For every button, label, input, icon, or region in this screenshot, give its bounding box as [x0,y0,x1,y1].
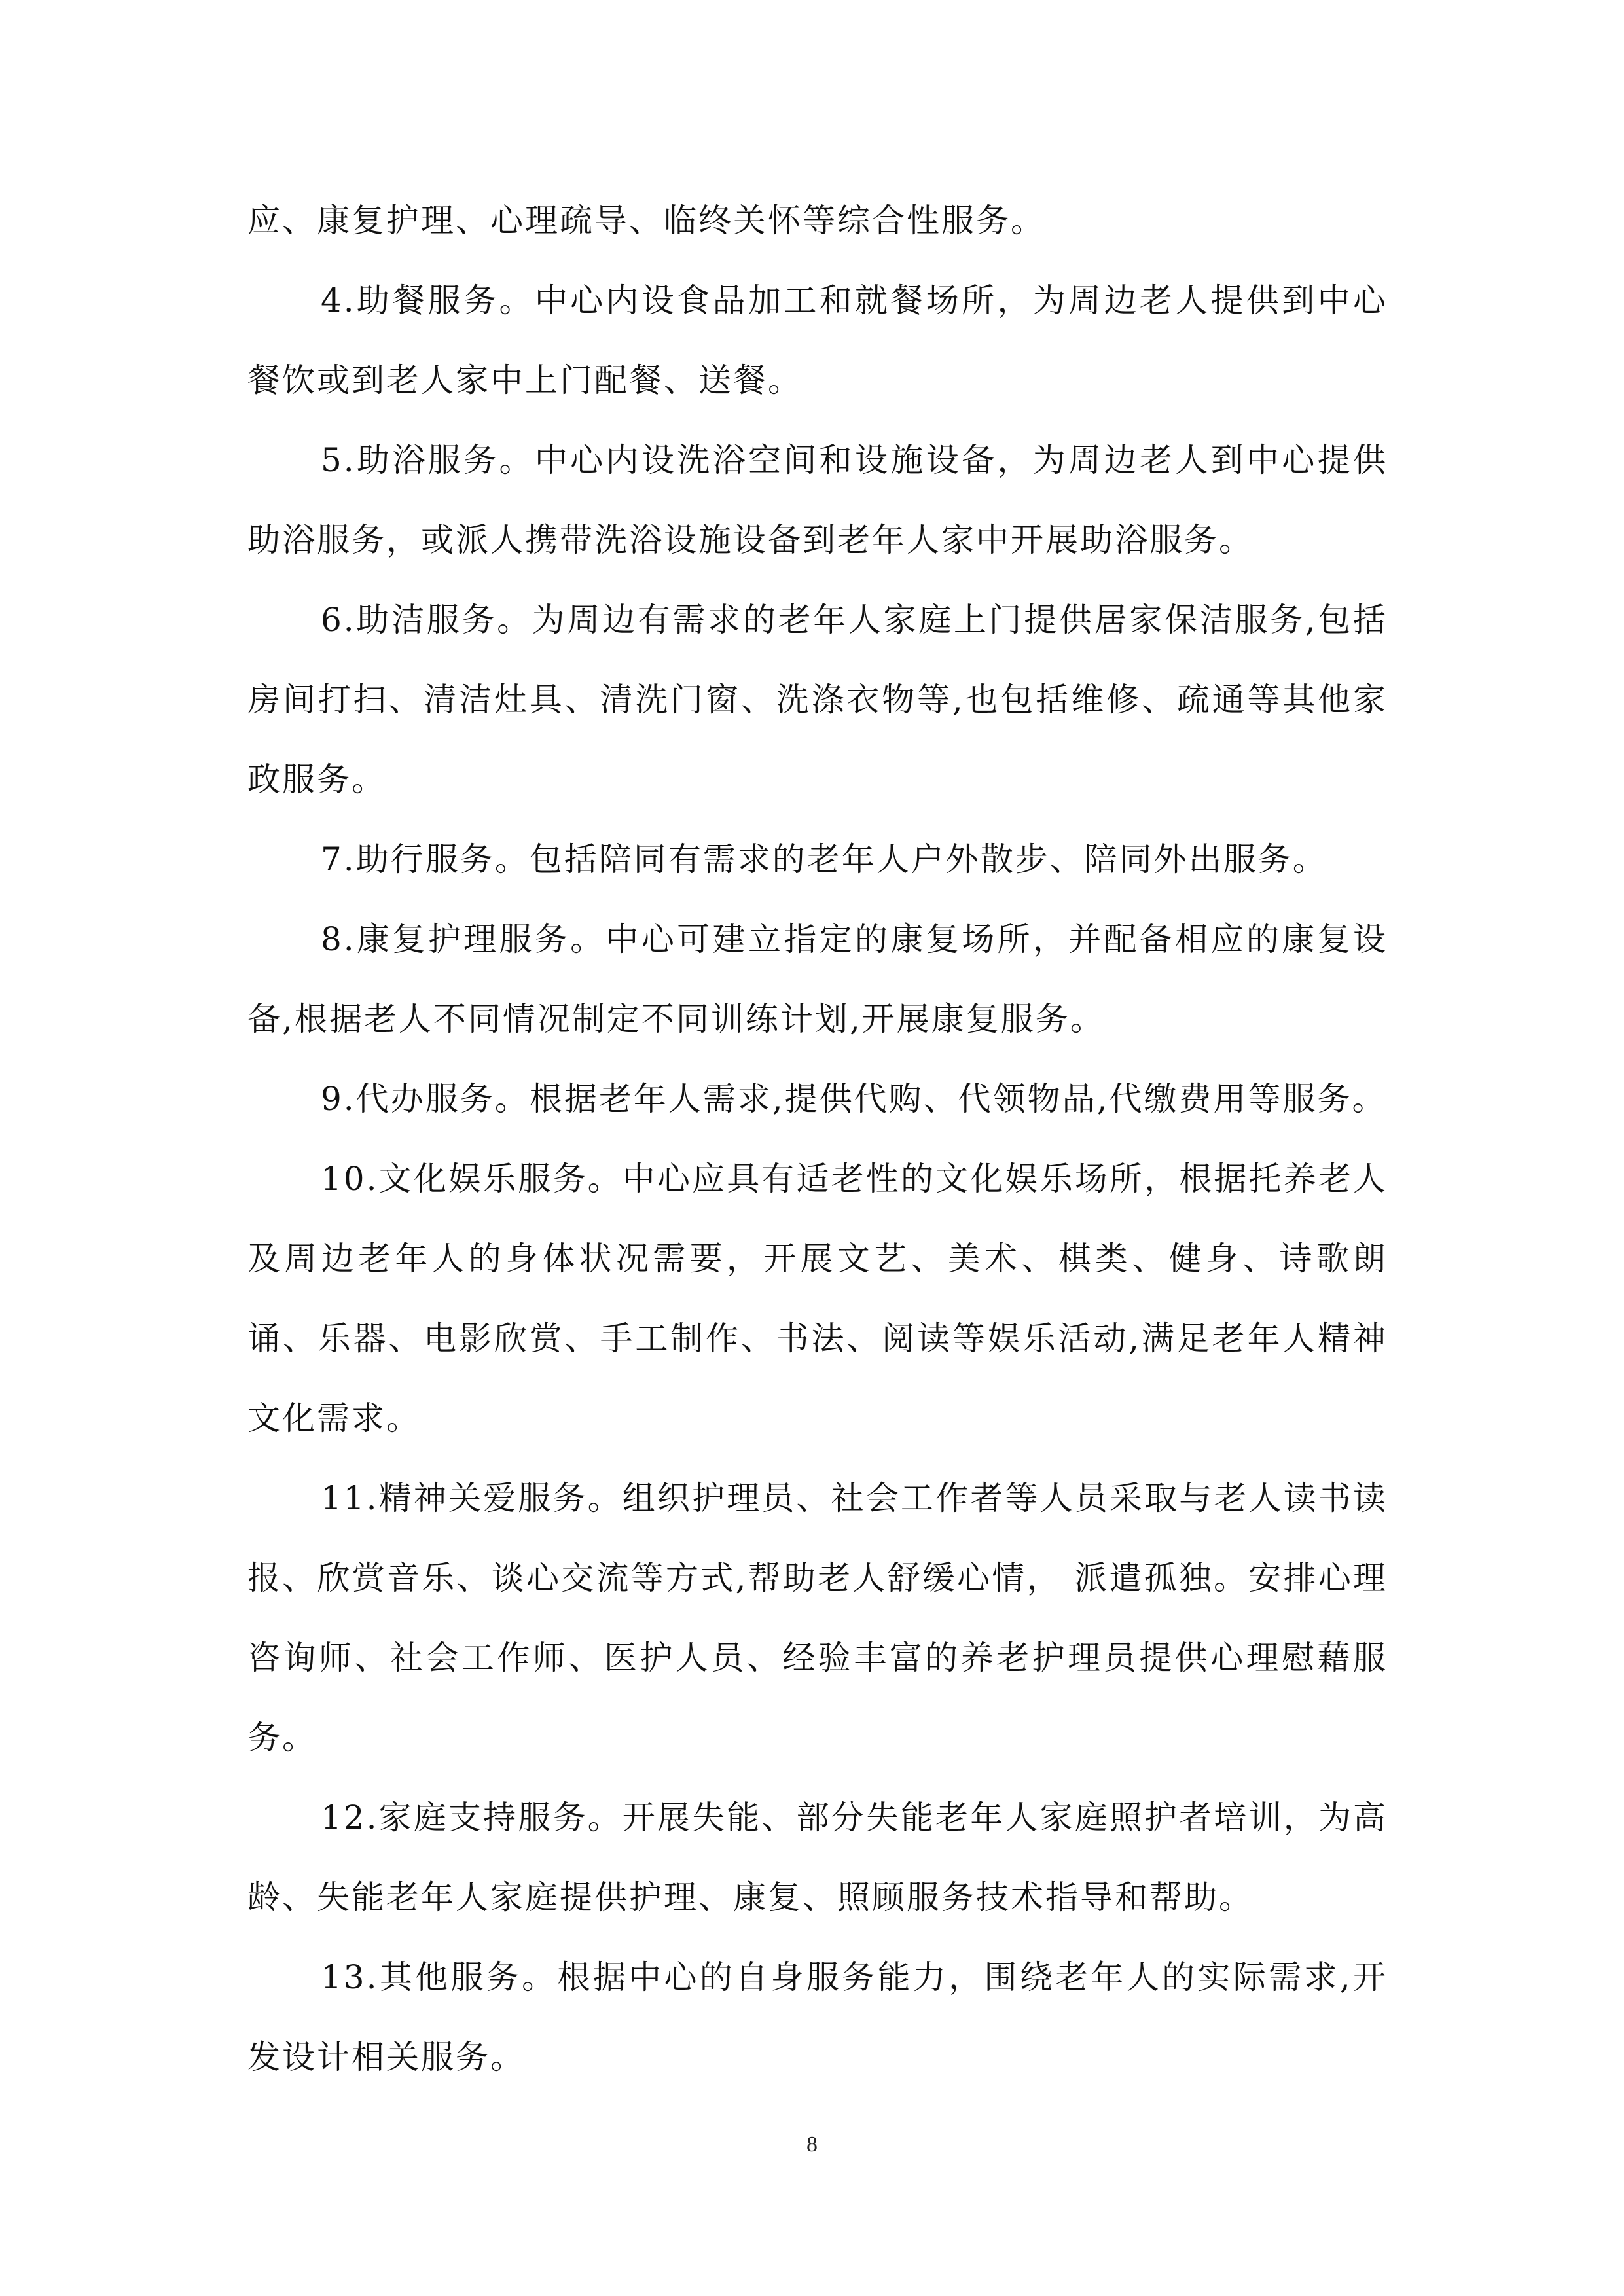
paragraph-other-service: 13.其他服务。根据中心的自身服务能力，围绕老年人的实际需求,开发设计相关服务。 [247,1958,1388,2076]
paragraph-continuation: 应、康复护理、心理疏导、临终关怀等综合性服务。 [247,202,1045,240]
paragraph-agency-service: 9.代办服务。根据老年人需求,提供代购、代领物品,代缴费用等服务。 [321,1080,1387,1118]
paragraph-entertainment-service: 10.文化娱乐服务。中心应具有适老性的文化娱乐场所，根据托养老人及周边老年人的身体状况需要，开展文艺、美术、棋类、健身、诗歌朗诵、乐器、电影欣赏、手工制作、书法、阅读等娱乐活动,满足老年人精神文化需求。 [247,1160,1388,1437]
document-body [247,181,1388,2097]
paragraph-spiritual-care-service: 11.精神关爱服务。组织护理员、社会工作者等人员采取与老人读书读报、欣赏音乐、谈心交流等方式,帮助老人舒缓心情， 派遣孤独。安排心理咨询师、社会工作师、医护人员、经验丰富的养老护理员提供心理慰藉服务。 [247,1479,1388,1757]
paragraph-rehab-service: 8.康复护理服务。中心可建立指定的康复场所，并配备相应的康复设备,根据老人不同情况制定不同训练计划,开展康复服务。 [247,920,1388,1038]
paragraph-cleaning-service: 6.助洁服务。为周边有需求的老年人家庭上门提供居家保洁服务,包括房间打扫、清洁灶具、清洗门窗、洗涤衣物等,也包括维修、疏通等其他家政服务。 [247,601,1388,798]
paragraph-walking-service: 7.助行服务。包括陪同有需求的老年人户外散步、陪同外出服务。 [321,840,1327,878]
page-number: 8 [806,2132,818,2157]
paragraph-bath-service: 5.助浴服务。中心内设洗浴空间和设施设备，为周边老人到中心提供助浴服务，或派人携带洗浴设施设备到老年人家中开展助浴服务。 [247,441,1388,559]
paragraph-family-support-service: 12.家庭支持服务。开展失能、部分失能老年人家庭照护者培训，为高龄、失能老年人家庭提供护理、康复、照顾服务技术指导和帮助。 [247,1799,1388,1916]
paragraph-meal-service: 4.助餐服务。中心内设食品加工和就餐场所，为周边老人提供到中心餐饮或到老人家中上门配餐、送餐。 [247,281,1388,399]
